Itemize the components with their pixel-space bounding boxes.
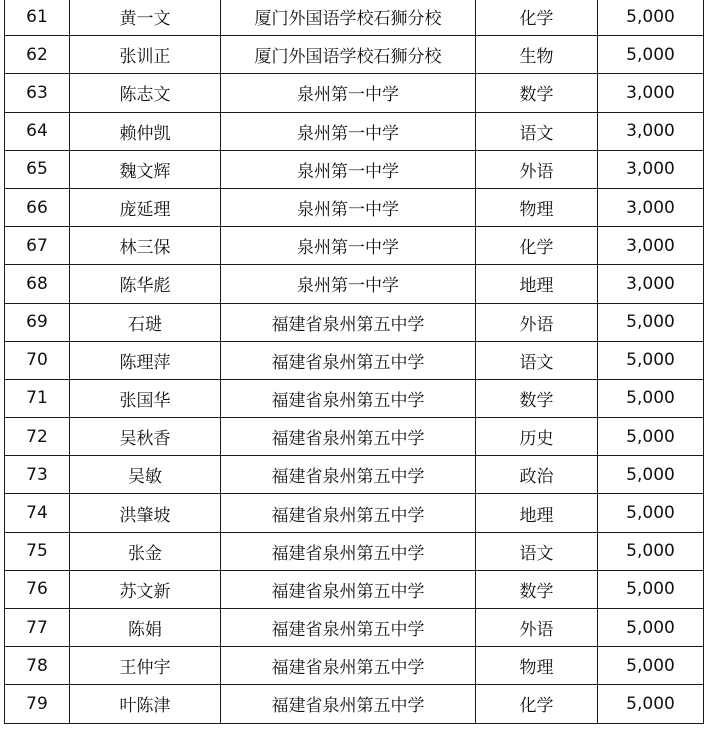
subject-cell: 物理 <box>476 647 598 685</box>
award-amount-cell: 3,000 <box>598 112 704 150</box>
row-number-cell: 75 <box>5 532 70 570</box>
row-number-cell: 77 <box>5 609 70 647</box>
table-row <box>5 112 704 150</box>
award-amount-cell: 5,000 <box>598 532 704 570</box>
row-number-cell: 62 <box>5 36 70 74</box>
subject-cell: 化学 <box>476 0 598 36</box>
award-amount-cell: 5,000 <box>598 0 704 36</box>
award-table <box>4 0 704 724</box>
school-name-cell: 福建省泉州第五中学 <box>221 341 476 379</box>
school-name-cell: 厦门外国语学校石狮分校 <box>221 0 476 36</box>
table-row <box>5 647 704 685</box>
school-name-cell: 福建省泉州第五中学 <box>221 647 476 685</box>
teacher-name-cell: 洪肇坡 <box>70 494 221 532</box>
teacher-name-cell: 张训正 <box>70 36 221 74</box>
school-name-cell: 福建省泉州第五中学 <box>221 570 476 608</box>
row-number-cell: 79 <box>5 685 70 723</box>
teacher-name-cell: 吴敏 <box>70 456 221 494</box>
subject-cell: 外语 <box>476 150 598 188</box>
award-amount-cell: 3,000 <box>598 227 704 265</box>
subject-cell: 语文 <box>476 112 598 150</box>
award-amount-cell: 3,000 <box>598 74 704 112</box>
table-row <box>5 532 704 570</box>
school-name-cell: 泉州第一中学 <box>221 188 476 226</box>
teacher-name-cell: 叶陈津 <box>70 685 221 723</box>
subject-cell: 语文 <box>476 341 598 379</box>
table-row <box>5 341 704 379</box>
school-name-cell: 福建省泉州第五中学 <box>221 685 476 723</box>
subject-cell: 数学 <box>476 74 598 112</box>
table-row <box>5 609 704 647</box>
school-name-cell: 福建省泉州第五中学 <box>221 418 476 456</box>
row-number-cell: 67 <box>5 227 70 265</box>
table-row <box>5 418 704 456</box>
row-number-cell: 61 <box>5 0 70 36</box>
school-name-cell: 泉州第一中学 <box>221 227 476 265</box>
teacher-name-cell: 陈理萍 <box>70 341 221 379</box>
row-number-cell: 76 <box>5 570 70 608</box>
row-number-cell: 74 <box>5 494 70 532</box>
table-row <box>5 0 704 36</box>
award-amount-cell: 5,000 <box>598 379 704 417</box>
teacher-name-cell: 陈华彪 <box>70 265 221 303</box>
table-row <box>5 227 704 265</box>
table-row <box>5 74 704 112</box>
school-name-cell: 福建省泉州第五中学 <box>221 494 476 532</box>
table-row <box>5 456 704 494</box>
award-amount-cell: 5,000 <box>598 570 704 608</box>
table-row <box>5 36 704 74</box>
award-amount-cell: 5,000 <box>598 494 704 532</box>
award-amount-cell: 5,000 <box>598 609 704 647</box>
teacher-name-cell: 黄一文 <box>70 0 221 36</box>
school-name-cell: 泉州第一中学 <box>221 112 476 150</box>
award-amount-cell: 5,000 <box>598 341 704 379</box>
row-number-cell: 71 <box>5 379 70 417</box>
award-amount-cell: 5,000 <box>598 418 704 456</box>
table-row <box>5 685 704 723</box>
teacher-name-cell: 张金 <box>70 532 221 570</box>
row-number-cell: 72 <box>5 418 70 456</box>
award-amount-cell: 3,000 <box>598 188 704 226</box>
table-row <box>5 265 704 303</box>
table-row <box>5 379 704 417</box>
school-name-cell: 福建省泉州第五中学 <box>221 379 476 417</box>
row-number-cell: 73 <box>5 456 70 494</box>
teacher-name-cell: 石琎 <box>70 303 221 341</box>
teacher-name-cell: 赖仲凯 <box>70 112 221 150</box>
school-name-cell: 厦门外国语学校石狮分校 <box>221 36 476 74</box>
teacher-name-cell: 林三保 <box>70 227 221 265</box>
award-amount-cell: 5,000 <box>598 685 704 723</box>
teacher-name-cell: 苏文新 <box>70 570 221 608</box>
row-number-cell: 64 <box>5 112 70 150</box>
teacher-name-cell: 张国华 <box>70 379 221 417</box>
row-number-cell: 65 <box>5 150 70 188</box>
school-name-cell: 福建省泉州第五中学 <box>221 456 476 494</box>
subject-cell: 地理 <box>476 265 598 303</box>
subject-cell: 物理 <box>476 188 598 226</box>
table-row <box>5 150 704 188</box>
row-number-cell: 78 <box>5 647 70 685</box>
school-name-cell: 泉州第一中学 <box>221 265 476 303</box>
teacher-name-cell: 魏文辉 <box>70 150 221 188</box>
subject-cell: 生物 <box>476 36 598 74</box>
subject-cell: 化学 <box>476 227 598 265</box>
row-number-cell: 69 <box>5 303 70 341</box>
subject-cell: 数学 <box>476 570 598 608</box>
teacher-name-cell: 庞延理 <box>70 188 221 226</box>
row-number-cell: 63 <box>5 74 70 112</box>
school-name-cell: 福建省泉州第五中学 <box>221 303 476 341</box>
subject-cell: 数学 <box>476 379 598 417</box>
teacher-name-cell: 王仲宇 <box>70 647 221 685</box>
teacher-name-cell: 陈娟 <box>70 609 221 647</box>
row-number-cell: 66 <box>5 188 70 226</box>
teacher-name-cell: 吴秋香 <box>70 418 221 456</box>
award-amount-cell: 5,000 <box>598 303 704 341</box>
subject-cell: 外语 <box>476 303 598 341</box>
school-name-cell: 福建省泉州第五中学 <box>221 532 476 570</box>
table-row <box>5 188 704 226</box>
award-amount-cell: 5,000 <box>598 36 704 74</box>
school-name-cell: 泉州第一中学 <box>221 74 476 112</box>
school-name-cell: 福建省泉州第五中学 <box>221 609 476 647</box>
table-row <box>5 570 704 608</box>
award-amount-cell: 5,000 <box>598 456 704 494</box>
subject-cell: 化学 <box>476 685 598 723</box>
award-amount-cell: 3,000 <box>598 265 704 303</box>
row-number-cell: 70 <box>5 341 70 379</box>
table-row <box>5 303 704 341</box>
subject-cell: 历史 <box>476 418 598 456</box>
teacher-name-cell: 陈志文 <box>70 74 221 112</box>
subject-cell: 政治 <box>476 456 598 494</box>
award-amount-cell: 3,000 <box>598 150 704 188</box>
award-amount-cell: 5,000 <box>598 647 704 685</box>
school-name-cell: 泉州第一中学 <box>221 150 476 188</box>
table-row <box>5 494 704 532</box>
subject-cell: 语文 <box>476 532 598 570</box>
subject-cell: 外语 <box>476 609 598 647</box>
award-table-body <box>5 0 704 723</box>
subject-cell: 地理 <box>476 494 598 532</box>
row-number-cell: 68 <box>5 265 70 303</box>
